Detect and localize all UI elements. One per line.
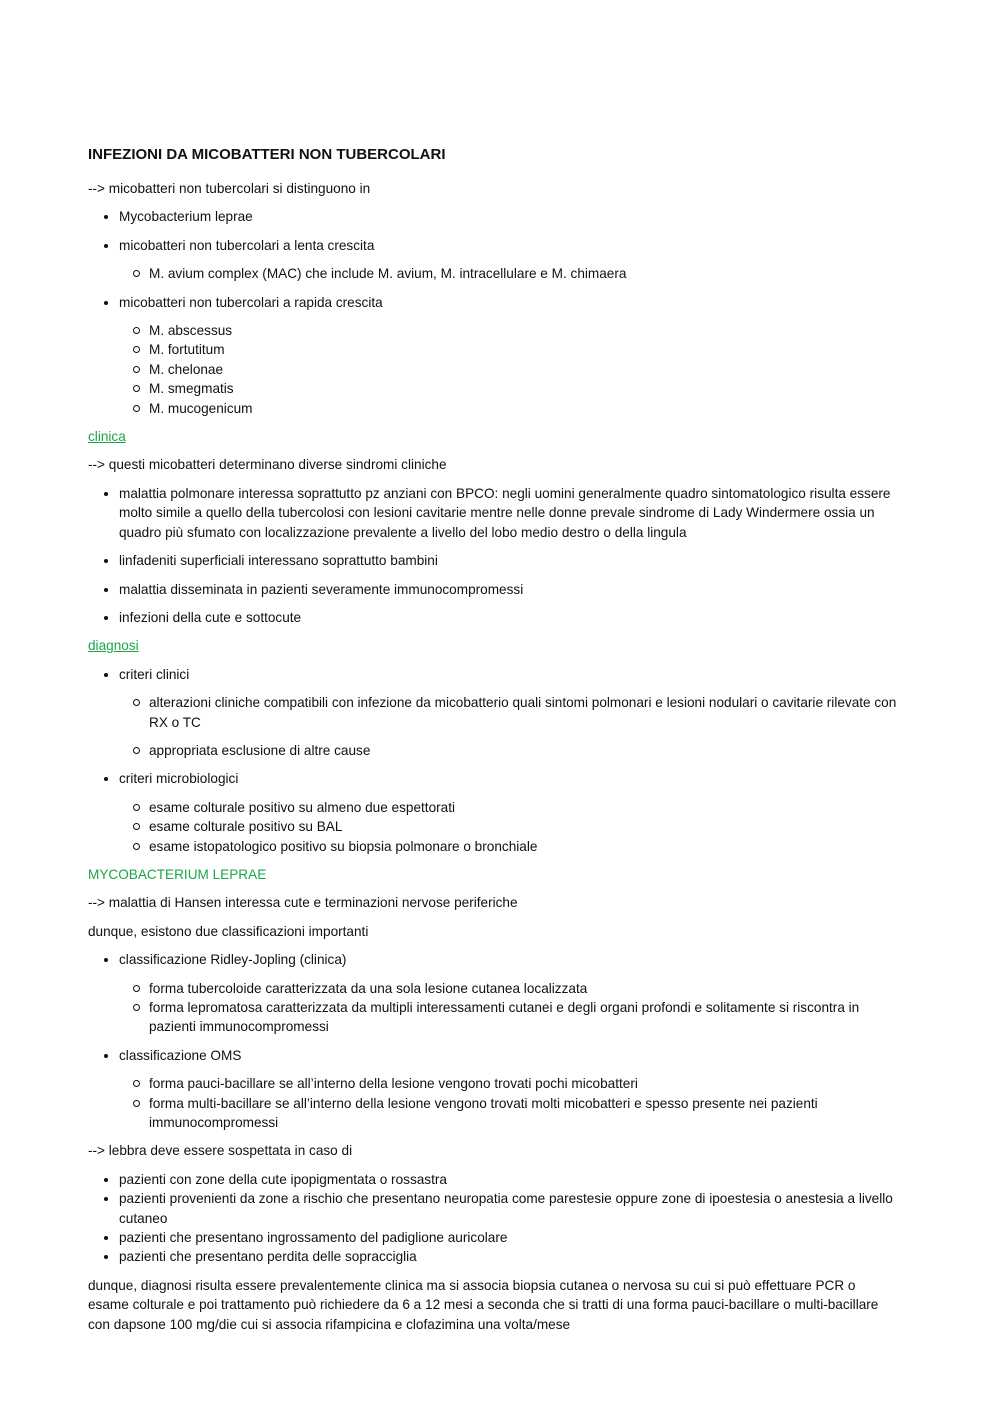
- list-item: pazienti provenienti da zone a rischio che presentano neuropatia come parestesie oppure zone di ipoestesia o anestesia a livello cutaneo: [88, 1189, 898, 1228]
- list-item: classificazione OMS forma pauci-bacillare se all’interno della lesione vengono trovati pochi micobatteri forma multi-bacillare se all’interno della lesione vengono trovati molti micobatteri e spesso presente nei pazienti immunocompromessi: [88, 1046, 898, 1133]
- list-item: esame colturale positivo su almeno due espettorati: [119, 798, 898, 817]
- sublist: [119, 798, 898, 856]
- list-item: M. abscessus: [119, 321, 898, 340]
- intro-text: --> micobatteri non tubercolari si distinguono in: [88, 181, 371, 196]
- list-item: appropriata esclusione di altre cause: [119, 741, 898, 760]
- list-item: micobatteri non tubercolari a rapida crescita M. abscessus M. fortutitum M. chelonae M. smegmatis M. mucogenicum: [88, 293, 898, 418]
- list-item: forma lepromatosa caratterizzata da multipli interessamenti cutanei e degli organi profondi e solitamente si riscontra in pazienti immunocompromessi: [119, 998, 898, 1037]
- list-item: M. fortutitum: [119, 340, 898, 359]
- diagnosi-list: [88, 665, 898, 856]
- list-item: linfadeniti superficiali interessano soprattutto bambini: [88, 551, 898, 570]
- leprae-heading: MYCOBACTERIUM LEPRAE: [88, 866, 267, 882]
- list-item: criteri microbiologici esame colturale positivo su almeno due espettorati esame colturale positivo su BAL esame istopatologico positivo su biopsia polmonare o bronchiale: [88, 769, 898, 856]
- list-item: M. chelonae: [119, 360, 898, 379]
- list-item: malattia polmonare interessa soprattutto pz anziani con BPCO: negli uomini generalmente quadro sintomatologico risulta essere molto simile a quello della tubercolosi con lesioni cavitarie mentre nelle donne prevale sindrome di Lady Windermere ossia un quadro più sfumato con localizzazione prevalente a livello del lobo medio destro o della lingula: [88, 484, 898, 542]
- sublist: [119, 1074, 898, 1132]
- list-item: esame istopatologico positivo su biopsia polmonare o bronchiale: [119, 837, 898, 856]
- leprae-intro: --> malattia di Hansen interessa cute e terminazioni nervose periferiche: [88, 895, 518, 911]
- sublist: [119, 321, 898, 418]
- clinica-link[interactable]: clinica: [88, 429, 126, 445]
- list-item: criteri clinici alterazioni cliniche compatibili con infezione da micobatterio quali sintomi polmonari e lesioni nodulari o cavitarie rilevate con RX o TC appropriata esclusione di altre cause: [88, 665, 898, 761]
- sublist: [119, 693, 898, 760]
- list-item: M. mucogenicum: [119, 399, 898, 418]
- list-item: pazienti che presentano ingrossamento del padiglione auricolare: [88, 1228, 898, 1247]
- clinica-intro: --> questi micobatteri determinano diverse sindromi cliniche: [88, 457, 447, 473]
- conclusion-text: dunque, diagnosi risulta essere prevalentemente clinica ma si associa biopsia cutanea o nervosa su cui si può effettuare PCR o esame colturale e poi trattamento può richiedere da 6 a 12 mesi a seconda che si tratti di una forma pauci-bacillare o multi-bacillare con dapsone 100 mg/die cui si associa rifampicina e clofazimina una volta/mese: [88, 1277, 879, 1332]
- list-item: Mycobacterium leprae: [88, 207, 898, 226]
- suspect-list: [88, 1170, 898, 1267]
- diagnosi-link[interactable]: diagnosi: [88, 638, 139, 654]
- list-item: pazienti che presentano perdita delle sopracciglia: [88, 1247, 898, 1266]
- sublist: [119, 264, 898, 283]
- list-item: esame colturale positivo su BAL: [119, 817, 898, 836]
- suspect-intro: --> lebbra deve essere sospettata in caso di: [88, 1143, 353, 1159]
- list-item: M. avium complex (MAC) che include M. avium, M. intracellulare e M. chimaera: [119, 264, 898, 283]
- list-item: alterazioni cliniche compatibili con infezione da micobatterio quali sintomi polmonari e lesioni nodulari o cavitarie rilevate con RX o TC: [119, 693, 898, 732]
- list-item: micobatteri non tubercolari a lenta crescita M. avium complex (MAC) che include M. avium, M. intracellulare e M. chimaera: [88, 236, 898, 284]
- list-item: malattia disseminata in pazienti severamente immunocompromessi: [88, 580, 898, 599]
- list-item: M. smegmatis: [119, 379, 898, 398]
- list-item: classificazione Ridley-Jopling (clinica) forma tubercoloide caratterizzata da una sola lesione cutanea localizzata forma lepromatosa caratterizzata da multipli interessamenti cutanei e degli organi profondi e solitamente si riscontra in pazienti immunocompromessi: [88, 950, 898, 1037]
- types-list: [88, 207, 898, 418]
- list-item: pazienti con zone della cute ipopigmentata o rossastra: [88, 1170, 898, 1189]
- document-title: INFEZIONI DA MICOBATTERI NON TUBERCOLARI: [88, 146, 446, 163]
- list-item: forma pauci-bacillare se all’interno della lesione vengono trovati pochi micobatteri: [119, 1074, 898, 1093]
- list-item: forma multi-bacillare se all’interno della lesione vengono trovati molti micobatteri e spesso presente nei pazienti immunocompromessi: [119, 1094, 898, 1133]
- sublist: [119, 979, 898, 1037]
- leprae-intro2: dunque, esistono due classificazioni importanti: [88, 923, 369, 939]
- list-item: forma tubercoloide caratterizzata da una sola lesione cutanea localizzata: [119, 979, 898, 998]
- classification-list: [88, 950, 898, 1132]
- list-item: infezioni della cute e sottocute: [88, 608, 898, 627]
- document-page: [88, 145, 898, 1334]
- clinica-list: [88, 484, 898, 627]
